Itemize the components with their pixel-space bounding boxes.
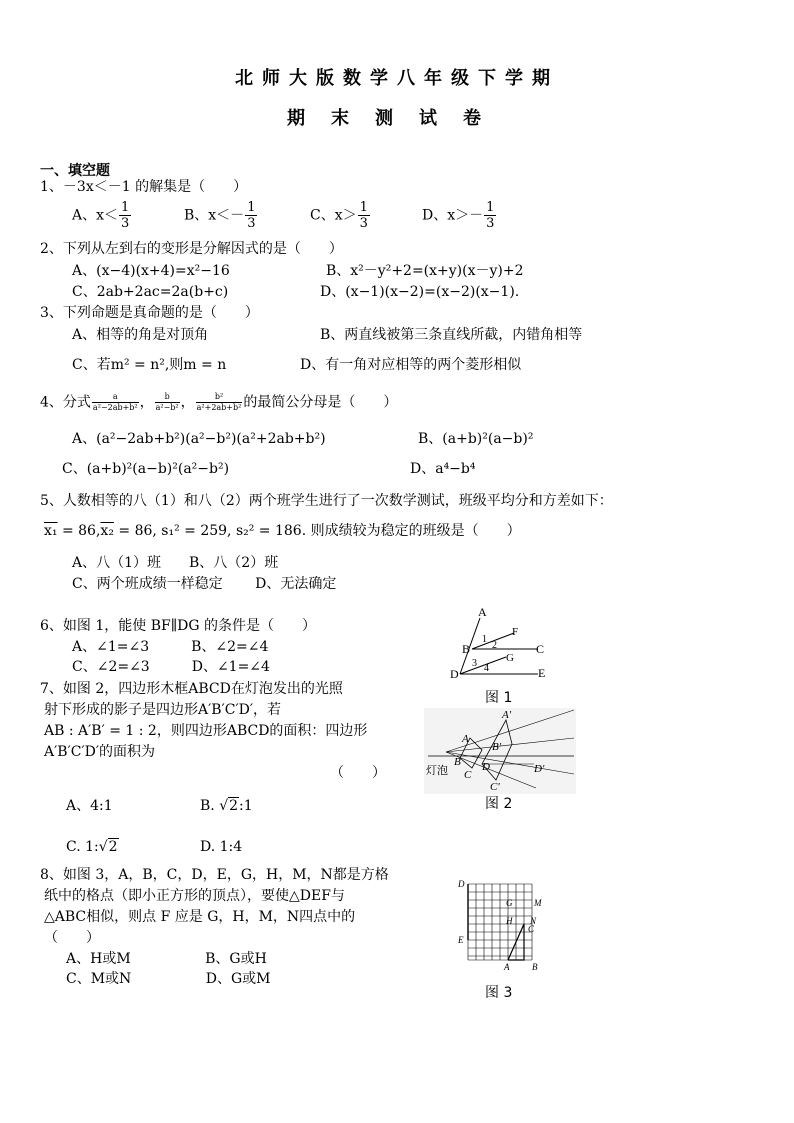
section-heading: 一、填空题 [40, 163, 110, 179]
label-B: B [462, 642, 471, 656]
q5-data [44, 522, 521, 540]
label-M: M [534, 898, 542, 908]
q1-option-a [72, 200, 132, 231]
label-angle-3: 3 [472, 658, 477, 669]
q3-stem: 3、下列命题是真命题的是（ ） [40, 305, 259, 321]
fraction [358, 200, 370, 231]
fraction-1 [92, 392, 139, 413]
label-E: E [458, 935, 464, 945]
label-B: B [454, 756, 461, 768]
label-C: C [528, 924, 535, 934]
q7-option-c: C. 1:√2 [66, 839, 118, 855]
q5-x1-val: = 86, [57, 523, 101, 539]
label-C-prime: C′ [490, 781, 500, 793]
q4-option-b: B、(a+b)²(a−b)² [418, 431, 534, 447]
page-title: 北师大版数学八年级下学期 [235, 68, 559, 89]
figure-1-caption: 图 1 [485, 690, 513, 706]
label-H: H [506, 916, 513, 926]
label-D: D [450, 667, 459, 681]
label-D: D [458, 879, 465, 889]
q2-option-a: A、(x−4)(x+4)=x²−16 [72, 263, 230, 279]
fraction [484, 200, 496, 231]
q8-line2: 纸中的格点（即小正方形的顶点），要使△DEF与 [44, 888, 345, 904]
figure-2 [424, 708, 576, 794]
q8-line4: （ ） [44, 930, 100, 946]
fraction-num: b [155, 392, 180, 403]
q7-option-b: B. √2:1 [200, 798, 253, 814]
q7-answer-paren: （ ） [330, 765, 386, 781]
q4-option-c: C、(a+b)²(a−b)²(a²−b²) [62, 461, 230, 477]
radicand: 2 [229, 798, 239, 814]
q1-stem: 1、－3x＜－1 的解集是（ ） [40, 179, 248, 195]
q5-options-ab: A、八（1）班 B、八（2）班 [72, 555, 279, 571]
q1-c-text: C、x＞ [310, 207, 357, 224]
q3-option-a: A、相等的角是对顶角 [72, 327, 209, 343]
fraction-den: 3 [247, 216, 256, 231]
fraction-num: a [92, 392, 139, 403]
label-A-prime: A′ [502, 709, 512, 721]
grid [468, 884, 532, 960]
fraction-den: a²+2ab+b² [196, 403, 242, 412]
label-C: C [536, 642, 545, 656]
q2-option-d: D、(x−1)(x−2)=(x−2)(x−1). [320, 284, 520, 300]
line-dg [460, 657, 506, 674]
q2-stem: 2、下列从左到右的变形是分解因式的是（ ） [40, 241, 343, 257]
q5-x2: x₂ [100, 523, 114, 539]
q2-option-c: C、2ab+2ac=2a(b+c) [72, 284, 229, 300]
q7-option-a: A、4:1 [66, 798, 113, 814]
fraction [245, 200, 257, 231]
q8-line1: 8、如图 3，A，B，C，D，E，G，H，M，N都是方格 [40, 867, 389, 883]
radicand: 2 [108, 839, 118, 855]
fraction-den: a²−2ab+b² [92, 403, 138, 412]
label-angle-2: 2 [492, 640, 497, 651]
label-D-prime: D′ [534, 763, 545, 775]
label-C: C [464, 769, 472, 781]
q5-stem: 5、人数相等的八（1）和八（2）两个班学生进行了一次数学测试，班级平均分和方差如下： [40, 493, 613, 509]
label-N: N [530, 916, 537, 926]
q4-post: 的最简公分母是（ ） [243, 394, 398, 411]
fraction-den: 3 [121, 216, 130, 231]
q3-option-c: C、若m² = n²,则m = n [72, 357, 227, 373]
q7-line1: 7、如图 2，四边形木框ABCD在灯泡发出的光照 [40, 681, 343, 697]
q7-b-pre: B. [200, 798, 215, 814]
q7-option-d: D. 1:4 [200, 839, 243, 855]
label-G: G [506, 898, 513, 908]
label-A: A [504, 962, 510, 972]
fraction-num: 1 [486, 200, 495, 215]
page-subtitle: 期末测试卷 [287, 108, 507, 129]
q7-c-pre: C. 1: [66, 839, 99, 855]
figure-3-caption: 图 3 [485, 985, 513, 1001]
q1-b-text: B、x＜－ [184, 207, 245, 224]
fraction [119, 200, 131, 231]
q2-option-b: B、x²－y²+2=(x+y)(x－y)+2 [326, 263, 524, 279]
label-angle-4: 4 [484, 663, 489, 674]
q5-x1: x₁ [44, 523, 58, 539]
figure-2-caption: 图 2 [485, 796, 513, 812]
q4-option-d: D、a⁴−b⁴ [410, 461, 476, 477]
q1-option-d [422, 200, 497, 231]
fraction-num: b² [196, 392, 243, 403]
figure-1 [446, 606, 556, 682]
q6-options-cd: C、∠2=∠3 D、∠1=∠4 [72, 659, 270, 675]
q4-stem [40, 392, 397, 413]
label-angle-1: 1 [482, 634, 487, 645]
q4-option-a: A、(a²−2ab+b²)(a²−b²)(a²+2ab+b²) [72, 431, 326, 447]
fraction-den: 3 [486, 216, 495, 231]
label-A: A [478, 606, 487, 619]
label-A: A [462, 733, 469, 745]
q3-option-d: D、有一角对应相等的两个菱形相似 [300, 357, 522, 373]
q7-line4: A′B′C′D′的面积为 [44, 744, 156, 760]
q5-options-cd: C、两个班成绩一样稳定 D、无法确定 [72, 576, 337, 592]
fraction-2 [155, 392, 180, 413]
q7-line3: AB : A′B′ = 1 : 2，则四边形ABCD的面积：四边形 [44, 723, 368, 739]
q6-stem: 6、如图 1，能使 BF∥DG 的条件是（ ） [40, 618, 317, 634]
fraction-num: 1 [121, 200, 130, 215]
q3-option-b: B、两直线被第三条直线所截，内错角相等 [320, 327, 583, 343]
fraction-num: 1 [247, 200, 256, 215]
comma: ， [180, 394, 195, 411]
q5-x2-val: = 86, s₁² = 259, s₂² = 186. 则成绩较为稳定的班级是（ ） [113, 523, 521, 539]
label-F: F [512, 626, 519, 638]
label-E: E [538, 666, 546, 680]
q8-options-ab: A、H或M B、G或H [66, 951, 267, 967]
fraction-den: 3 [359, 216, 368, 231]
q1-d-text: D、x＞－ [422, 207, 484, 224]
q4-pre: 4、分式 [40, 394, 91, 411]
fraction-num: 1 [359, 200, 368, 215]
comma: ， [139, 394, 154, 411]
q1-option-b [184, 200, 258, 231]
q7-line2: 射下形成的影子是四边形A′B′C′D′，若 [44, 702, 282, 718]
fraction-den: a²−b² [155, 403, 179, 412]
q1-a-text: A、x＜ [72, 207, 119, 224]
figure-3 [450, 876, 546, 974]
q8-options-cd: C、M或N D、G或M [66, 971, 271, 987]
label-bulb: 灯泡 [426, 764, 448, 777]
label-G: G [506, 652, 514, 664]
fraction-3 [196, 392, 243, 413]
q1-option-c [310, 200, 371, 231]
label-B-prime: B′ [492, 741, 502, 753]
label-B: B [532, 962, 538, 972]
q8-line3: △ABC相似，则点 F 应是 G，H，M，N四点中的 [44, 909, 356, 925]
q6-options-ab: A、∠1=∠3 B、∠2=∠4 [72, 639, 269, 655]
q7-b-post: :1 [239, 798, 253, 814]
label-D: D [482, 761, 490, 773]
